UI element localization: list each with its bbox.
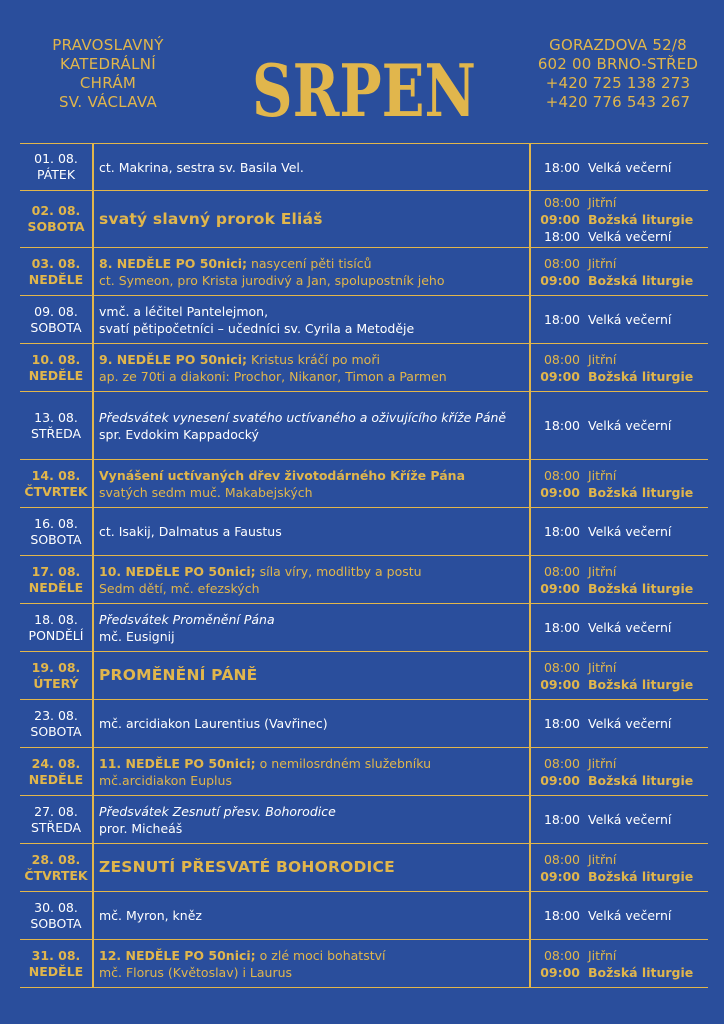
schedule-row xyxy=(20,392,708,460)
sunday-label: 11. NEDĚLE PO 50nici; xyxy=(99,755,256,771)
sunday-title xyxy=(99,563,527,580)
column-divider xyxy=(92,248,94,295)
feast-cell xyxy=(99,508,527,555)
date-cell xyxy=(20,844,92,891)
service-time: 18:00 xyxy=(543,159,580,175)
saint-commemoration: ap. ze 70ti a diakoni: Prochor, Nikanor, Timon a Parmen xyxy=(99,368,447,384)
service-name: Velká večerní xyxy=(588,159,672,175)
service-entry xyxy=(536,755,708,772)
feast-cell xyxy=(99,940,527,987)
service-entry xyxy=(536,772,708,789)
feast-cell xyxy=(99,392,527,459)
date-cell xyxy=(20,796,92,843)
column-divider xyxy=(529,700,531,747)
date-cell xyxy=(20,892,92,939)
date: 17. 08. xyxy=(31,563,81,579)
date: 31. 08. xyxy=(31,947,81,963)
feast-cell xyxy=(99,556,527,603)
service-time: 09:00 xyxy=(540,580,580,596)
date-cell xyxy=(20,508,92,555)
feast-cell xyxy=(99,652,527,699)
services-cell xyxy=(536,652,708,699)
column-divider xyxy=(529,844,531,891)
forefeast-title: Předsvátek Zesnutí přesv. Bohorodice xyxy=(99,803,336,819)
service-time: 18:00 xyxy=(543,312,580,327)
services-cell xyxy=(536,556,708,603)
date: 01. 08. xyxy=(34,151,78,166)
services-cell xyxy=(536,604,708,651)
weekday: ČTVRTEK xyxy=(24,483,88,499)
schedule-table xyxy=(20,143,708,988)
column-divider xyxy=(529,652,531,699)
date: 13. 08. xyxy=(34,409,78,425)
weekday: SOBOTA xyxy=(30,319,82,335)
service-entry xyxy=(536,417,708,434)
service-entry xyxy=(536,523,708,540)
saint-commemoration: svatí pětipočetníci – učedníci sv. Cyrila a Metoděje xyxy=(99,320,415,336)
column-divider xyxy=(529,460,531,507)
weekday: NEDĚLE xyxy=(28,271,84,287)
service-time: 09:00 xyxy=(540,368,580,384)
sunday-label: 10. NEDĚLE PO 50nici; xyxy=(99,563,256,579)
service-name: Božská liturgie xyxy=(588,368,694,384)
services-cell xyxy=(536,248,708,295)
church-name-line: KATEDRÁLNÍ xyxy=(60,55,156,73)
date-cell xyxy=(20,652,92,699)
weekday: SOBOTA xyxy=(27,219,85,234)
feast-cell xyxy=(99,700,527,747)
column-divider xyxy=(529,892,531,939)
schedule-row xyxy=(20,844,708,892)
service-name: Velká večerní xyxy=(588,228,672,244)
column-divider xyxy=(529,248,531,295)
service-entry xyxy=(536,228,708,245)
service-entry xyxy=(536,467,708,484)
service-entry xyxy=(536,368,708,385)
service-time: 18:00 xyxy=(543,228,580,244)
saint-commemoration: ct. Makrina, sestra sv. Basila Vel. xyxy=(99,159,304,175)
services-cell xyxy=(536,191,708,247)
date-cell xyxy=(20,556,92,603)
weekday: NEDĚLE xyxy=(28,579,84,595)
saint-commemoration: mč. Myron, kněz xyxy=(99,908,202,923)
weekday: STŘEDA xyxy=(30,819,82,835)
column-divider xyxy=(529,604,531,651)
schedule-row xyxy=(20,460,708,508)
service-name: Velká večerní xyxy=(588,908,672,923)
date-cell xyxy=(20,748,92,795)
service-time: 08:00 xyxy=(543,467,580,483)
service-name: Jitřní xyxy=(588,563,617,579)
column-divider xyxy=(529,748,531,795)
service-name: Božská liturgie xyxy=(588,772,694,788)
service-name: Božská liturgie xyxy=(588,868,694,884)
column-divider xyxy=(92,844,94,891)
feast-cell xyxy=(99,191,527,247)
weekday: NEDĚLE xyxy=(28,367,84,383)
service-name: Velká večerní xyxy=(588,620,672,635)
service-name: Jitřní xyxy=(588,947,617,963)
date-cell xyxy=(20,191,92,247)
service-entry xyxy=(536,715,708,732)
column-divider xyxy=(92,700,94,747)
service-name: Jitřní xyxy=(588,755,617,771)
service-name: Božská liturgie xyxy=(588,484,694,500)
schedule-row xyxy=(20,556,708,604)
service-entry xyxy=(536,676,708,693)
schedule-row xyxy=(20,892,708,940)
weekday: NEDĚLE xyxy=(28,963,84,979)
weekday: PÁTEK xyxy=(36,167,76,182)
church-name-line: PRAVOSLAVNÝ xyxy=(52,36,164,54)
schedule-row xyxy=(20,700,708,748)
date: 09. 08. xyxy=(34,303,78,319)
schedule-row xyxy=(20,796,708,844)
service-name: Jitřní xyxy=(588,851,617,867)
feast-cell xyxy=(99,344,527,391)
forefeast-title: Předsvátek vynesení svatého uctívaného a oživujícího kříže Páně xyxy=(99,409,507,425)
service-time: 18:00 xyxy=(543,620,580,635)
date-cell xyxy=(20,940,92,987)
service-name: Jitřní xyxy=(588,467,617,483)
service-name: Velká večerní xyxy=(588,312,672,327)
column-divider xyxy=(92,748,94,795)
column-divider xyxy=(92,296,94,343)
column-divider xyxy=(92,940,94,987)
gospel-theme: o nemilosrdném služebníku xyxy=(255,755,432,771)
service-time: 08:00 xyxy=(543,351,580,367)
services-cell xyxy=(536,940,708,987)
service-name: Božská liturgie xyxy=(588,580,694,596)
services-cell xyxy=(536,144,708,190)
schedule-row xyxy=(20,143,708,191)
service-time: 18:00 xyxy=(543,418,580,433)
date: 03. 08. xyxy=(31,255,81,271)
address-line: GORAZDOVA 52/8 xyxy=(549,36,687,54)
service-time: 08:00 xyxy=(543,947,580,963)
service-name: Velká večerní xyxy=(588,716,672,731)
feast-title: ZESNUTÍ PŘESVATÉ BOHORODICE xyxy=(99,858,395,876)
service-entry xyxy=(536,907,708,924)
saint-commemoration: spr. Evdokim Kappadocký xyxy=(99,426,259,442)
service-time: 18:00 xyxy=(543,908,580,923)
feast-cell xyxy=(99,144,527,190)
weekday: PONDĚLÍ xyxy=(28,627,84,643)
feast-cell xyxy=(99,796,527,843)
date-cell xyxy=(20,248,92,295)
column-divider xyxy=(529,191,531,247)
date: 18. 08. xyxy=(34,611,78,627)
service-name: Božská liturgie xyxy=(588,272,694,288)
services-cell xyxy=(536,796,708,843)
forefeast-title: Předsvátek Proměnění Pána xyxy=(99,611,275,627)
sunday-label: 12. NEDĚLE PO 50nici; xyxy=(99,947,256,963)
column-divider xyxy=(529,296,531,343)
service-name: Božská liturgie xyxy=(588,211,694,227)
service-time: 18:00 xyxy=(543,812,580,827)
service-time: 08:00 xyxy=(543,755,580,771)
service-entry xyxy=(536,311,708,328)
date-cell xyxy=(20,344,92,391)
gospel-theme: nasycení pěti tisíců xyxy=(246,255,372,271)
service-entry xyxy=(536,811,708,828)
column-divider xyxy=(92,191,94,247)
schedule-row xyxy=(20,652,708,700)
service-entry xyxy=(536,619,708,636)
saint-commemoration: ct. Symeon, pro Krista jurodivý a Jan, spolupostník jeho xyxy=(99,272,445,288)
saint-commemoration: Sedm dětí, mč. efezských xyxy=(99,580,260,596)
weekday: STŘEDA xyxy=(30,425,82,441)
schedule-row xyxy=(20,748,708,796)
service-name: Jitřní xyxy=(588,659,617,675)
service-entry xyxy=(536,851,708,868)
services-cell xyxy=(536,460,708,507)
column-divider xyxy=(529,796,531,843)
service-name: Jitřní xyxy=(588,351,617,367)
service-entry xyxy=(536,964,708,981)
feast-title: svatý slavný prorok Eliáš xyxy=(99,209,323,228)
feast-cell xyxy=(99,748,527,795)
services-cell xyxy=(536,508,708,555)
feast-title: Vynášení uctívaných dřev životodárného Kříže Pána xyxy=(99,467,466,483)
service-time: 09:00 xyxy=(540,772,580,788)
services-cell xyxy=(536,296,708,343)
month-title xyxy=(240,40,488,126)
weekday: ČTVRTEK xyxy=(24,867,88,883)
services-cell xyxy=(536,844,708,891)
services-cell xyxy=(536,700,708,747)
service-entry xyxy=(536,194,708,211)
service-time: 18:00 xyxy=(543,716,580,731)
column-divider xyxy=(529,144,531,190)
date: 10. 08. xyxy=(31,351,81,367)
column-divider xyxy=(92,892,94,939)
service-entry xyxy=(536,484,708,501)
service-time: 09:00 xyxy=(540,211,580,227)
column-divider xyxy=(529,344,531,391)
column-divider xyxy=(92,652,94,699)
schedule-row xyxy=(20,940,708,988)
date: 28. 08. xyxy=(31,851,81,867)
service-entry xyxy=(536,580,708,597)
service-entry xyxy=(536,868,708,885)
feast-cell xyxy=(99,844,527,891)
date-cell xyxy=(20,144,92,190)
services-cell xyxy=(536,344,708,391)
service-entry xyxy=(536,659,708,676)
date-cell xyxy=(20,296,92,343)
date: 02. 08. xyxy=(31,203,81,218)
date: 24. 08. xyxy=(31,755,81,771)
saint-commemoration: mč. Eusignij xyxy=(99,628,175,644)
schedule-row xyxy=(20,344,708,392)
sunday-title xyxy=(99,947,527,964)
church-name-line: CHRÁM xyxy=(79,74,137,92)
date-cell xyxy=(20,700,92,747)
schedule-row xyxy=(20,296,708,344)
column-divider xyxy=(92,344,94,391)
column-divider xyxy=(529,556,531,603)
column-divider xyxy=(92,460,94,507)
service-name: Jitřní xyxy=(588,194,617,210)
service-time: 08:00 xyxy=(543,851,580,867)
saint-commemoration: pror. Micheáš xyxy=(99,820,183,836)
feast-title: PROMĚNĚNÍ PÁNĚ xyxy=(99,666,258,684)
column-divider xyxy=(92,144,94,190)
service-time: 09:00 xyxy=(540,964,580,980)
sunday-label: 8. NEDĚLE PO 50nici; xyxy=(99,255,247,271)
sunday-title xyxy=(99,351,527,368)
saint-commemoration: svatých sedm muč. Makabejských xyxy=(99,484,313,500)
schedule-row xyxy=(20,248,708,296)
service-time: 08:00 xyxy=(543,563,580,579)
column-divider xyxy=(92,508,94,555)
service-name: Jitřní xyxy=(588,255,617,271)
sunday-label: 9. NEDĚLE PO 50nici; xyxy=(99,351,247,367)
date-cell xyxy=(20,460,92,507)
service-entry xyxy=(536,159,708,176)
month-title-text: SRPEN xyxy=(252,48,476,126)
date: 27. 08. xyxy=(34,803,78,819)
column-divider xyxy=(92,556,94,603)
gospel-theme: Kristus kráčí po moři xyxy=(246,351,380,367)
service-name: Božská liturgie xyxy=(588,676,694,692)
church-address xyxy=(518,36,718,112)
services-cell xyxy=(536,748,708,795)
service-name: Velká večerní xyxy=(588,812,672,827)
service-entry xyxy=(536,211,708,228)
feast-cell xyxy=(99,892,527,939)
service-name: Božská liturgie xyxy=(588,964,694,980)
service-time: 09:00 xyxy=(540,676,580,692)
schedule-row xyxy=(20,191,708,248)
column-divider xyxy=(529,940,531,987)
service-time: 18:00 xyxy=(543,524,580,539)
feast-cell xyxy=(99,604,527,651)
service-time: 09:00 xyxy=(540,272,580,288)
address-line: 602 00 BRNO-STŘED xyxy=(537,55,699,73)
schedule-row xyxy=(20,508,708,556)
service-time: 08:00 xyxy=(543,194,580,210)
service-entry xyxy=(536,563,708,580)
date: 23. 08. xyxy=(34,707,78,723)
column-divider xyxy=(529,508,531,555)
saint-commemoration: ct. Isakij, Dalmatus a Faustus xyxy=(99,524,282,539)
gospel-theme: síla víry, modlitby a postu xyxy=(255,563,422,579)
service-time: 08:00 xyxy=(543,255,580,271)
saint-commemoration: mč. Florus (Květoslav) i Laurus xyxy=(99,964,293,980)
date: 30. 08. xyxy=(34,899,78,915)
service-name: Velká večerní xyxy=(588,524,672,539)
saint-commemoration: vmč. a léčitel Pantelejmon, xyxy=(99,303,269,319)
weekday: SOBOTA xyxy=(30,531,82,547)
date: 14. 08. xyxy=(31,467,81,483)
date: 19. 08. xyxy=(31,659,81,675)
date: 16. 08. xyxy=(34,515,78,531)
date-cell xyxy=(20,392,92,459)
sunday-title xyxy=(99,755,527,772)
services-cell xyxy=(536,392,708,459)
service-entry xyxy=(536,255,708,272)
service-time: 08:00 xyxy=(543,659,580,675)
saint-commemoration: mč.arcidiakon Euplus xyxy=(99,772,232,788)
column-divider xyxy=(529,392,531,459)
saint-commemoration: mč. arcidiakon Laurentius (Vavřinec) xyxy=(99,716,328,731)
sunday-title xyxy=(99,255,527,272)
weekday: SOBOTA xyxy=(30,915,82,931)
service-entry xyxy=(536,947,708,964)
church-name-line: SV. VÁCLAVA xyxy=(58,93,158,111)
feast-cell xyxy=(99,248,527,295)
phone-number: +420 725 138 273 xyxy=(545,74,691,92)
feast-cell xyxy=(99,460,527,507)
date-cell xyxy=(20,604,92,651)
service-time: 09:00 xyxy=(540,868,580,884)
column-divider xyxy=(92,796,94,843)
feast-cell xyxy=(99,296,527,343)
weekday: NEDĚLE xyxy=(28,771,84,787)
church-name xyxy=(28,36,188,112)
phone-number: +420 776 543 267 xyxy=(545,93,691,111)
service-name: Velká večerní xyxy=(588,418,672,433)
weekday: SOBOTA xyxy=(30,723,82,739)
schedule-row xyxy=(20,604,708,652)
gospel-theme: o zlé moci bohatství xyxy=(255,947,386,963)
services-cell xyxy=(536,892,708,939)
column-divider xyxy=(92,604,94,651)
service-time: 09:00 xyxy=(540,484,580,500)
column-divider xyxy=(92,392,94,459)
weekday: ÚTERÝ xyxy=(33,675,79,691)
service-entry xyxy=(536,351,708,368)
service-entry xyxy=(536,272,708,289)
